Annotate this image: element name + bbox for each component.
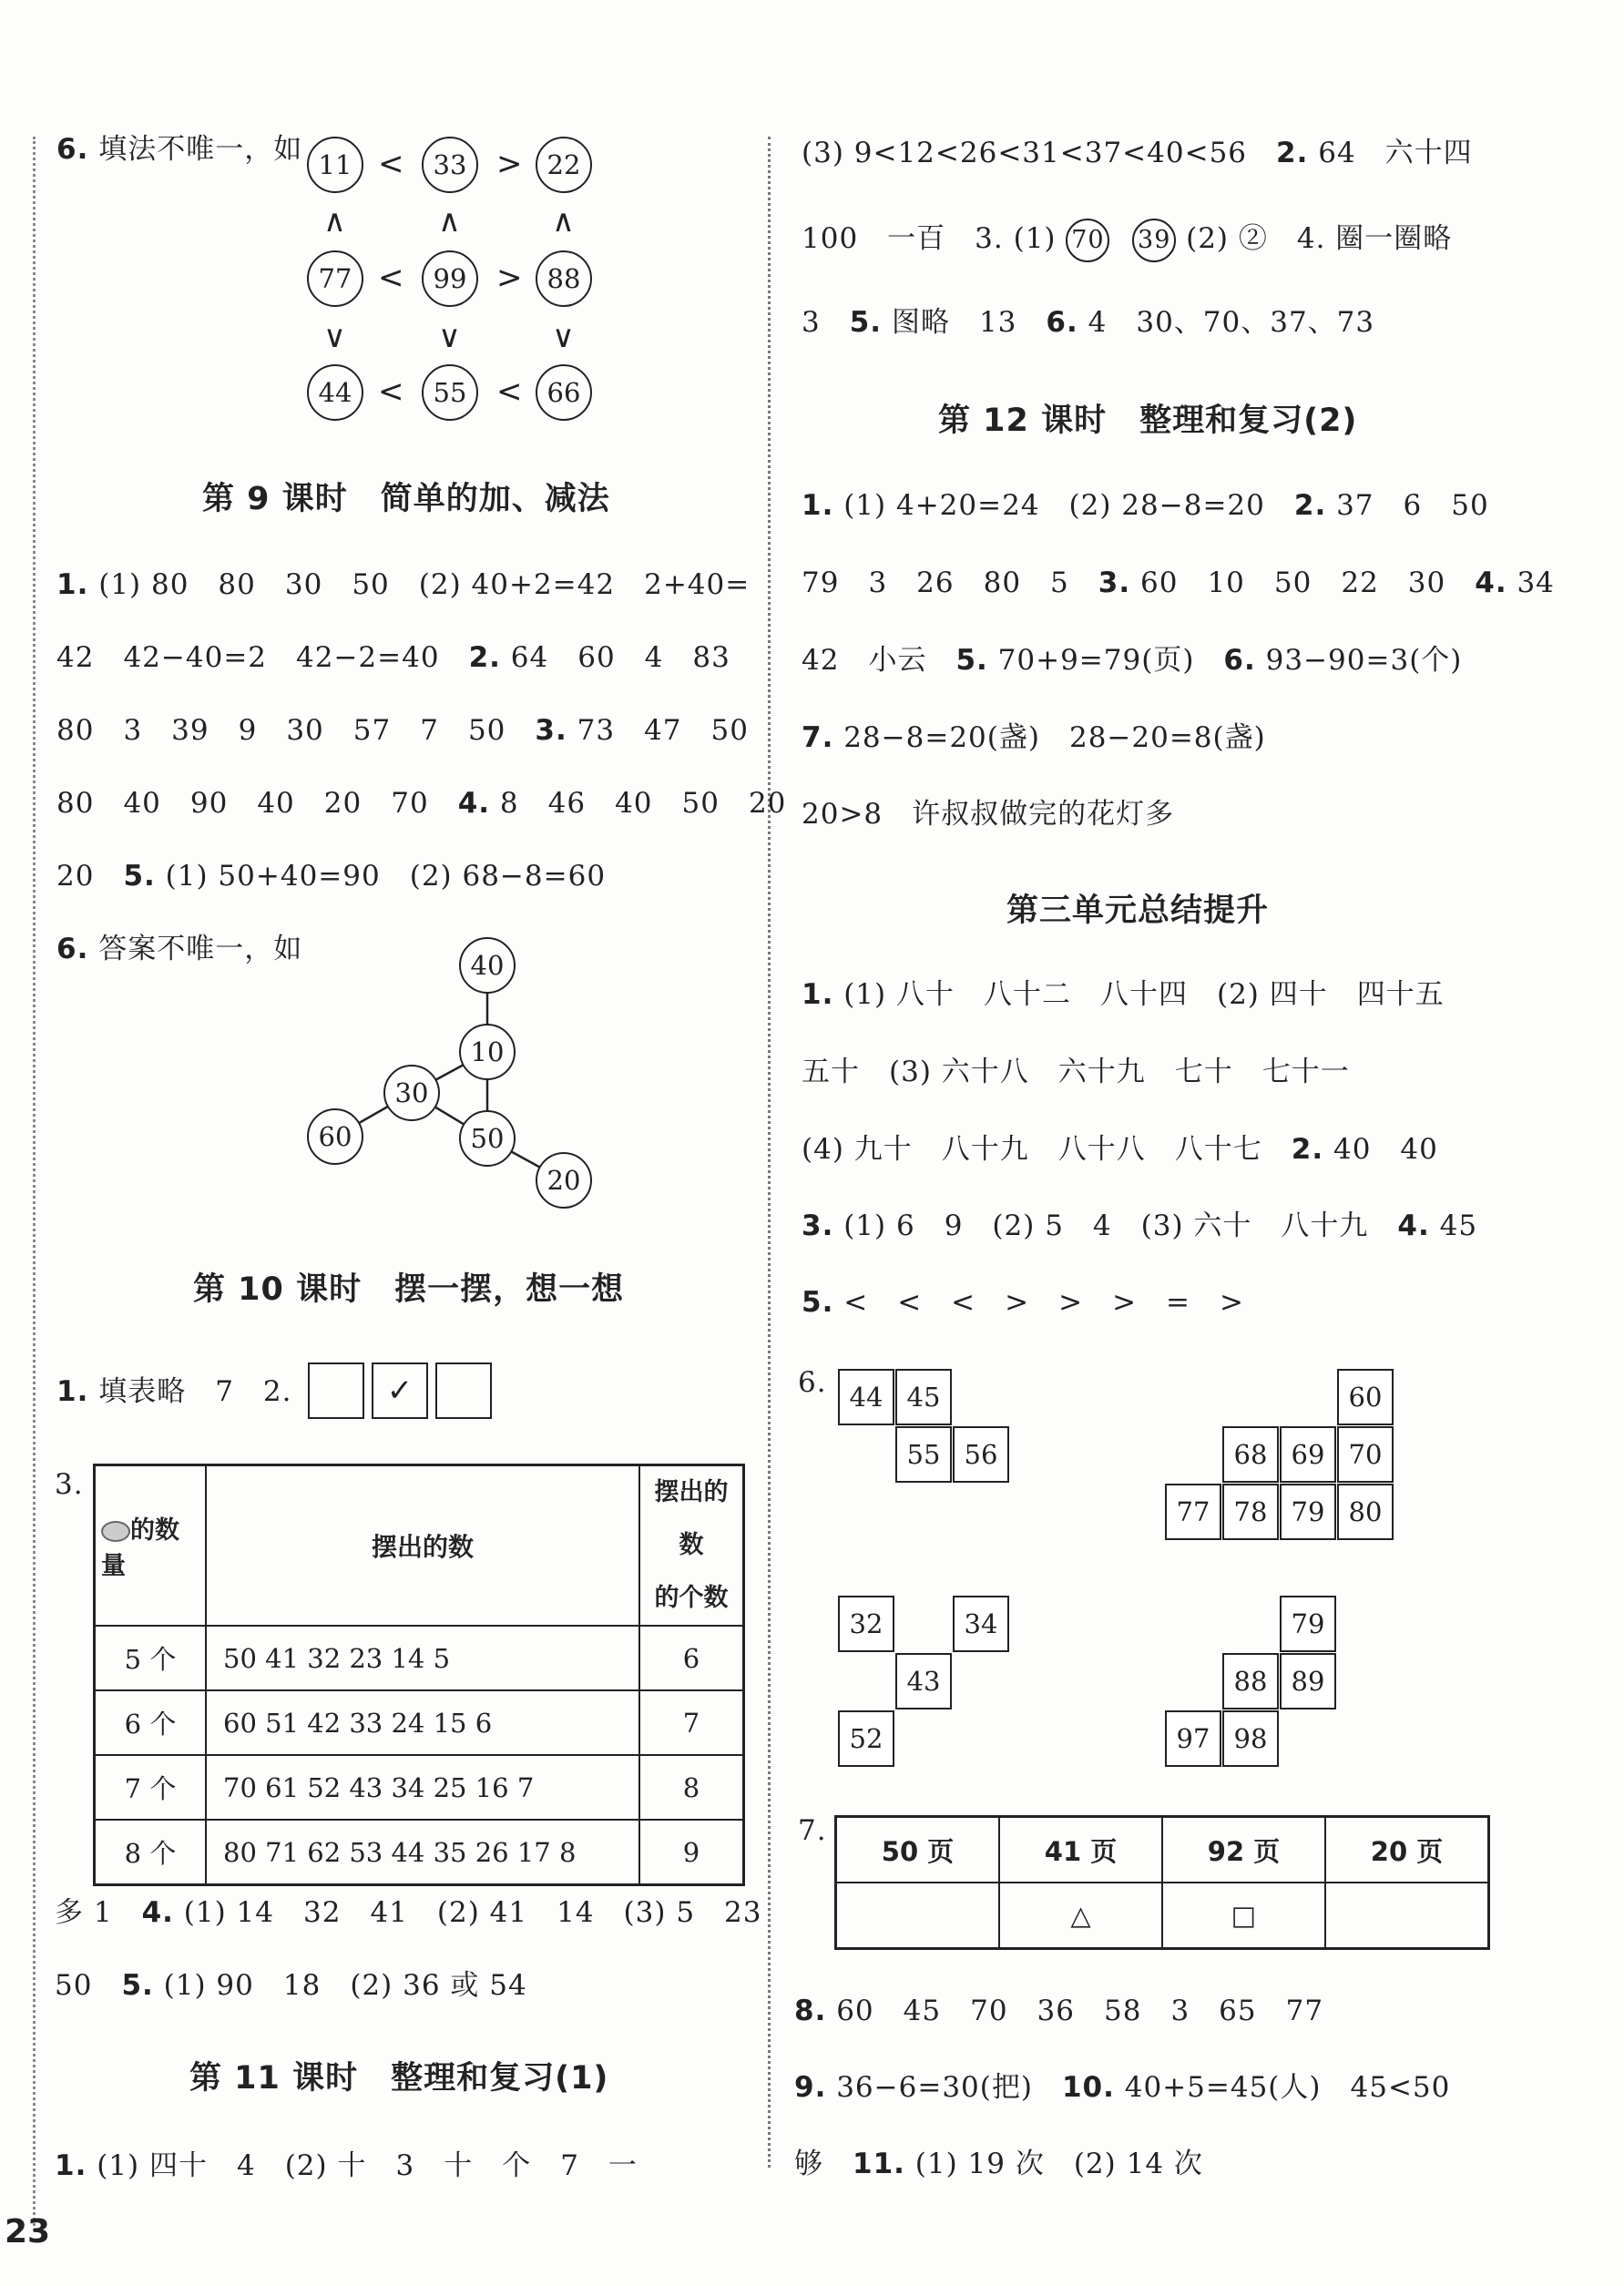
- grid-circle: 44: [307, 364, 363, 421]
- l11-line1: 1. (1) 四十 4 (2) 十 3 十 个 7 一: [55, 2149, 638, 2182]
- grid-operator: <: [378, 373, 404, 410]
- unit3-title: 第三单元总结提升: [1006, 893, 1270, 929]
- grid-operator: ∧: [438, 203, 461, 240]
- grid-operator: >: [496, 146, 523, 182]
- choice-box-checked: [372, 1362, 428, 1419]
- pages-table: [834, 1815, 1490, 1950]
- grid-cell: 89: [1280, 1653, 1336, 1709]
- page-number: 23: [4, 2212, 51, 2250]
- tree-node: 10: [459, 1024, 516, 1080]
- circled-answer: 70: [1066, 219, 1109, 262]
- grid-circle: 33: [422, 137, 478, 193]
- l10-line-after2: 50 5. (1) 90 18 (2) 36 或 54: [55, 1969, 527, 2002]
- grid-operator: ∨: [552, 319, 575, 355]
- grid-circle: 22: [536, 137, 592, 193]
- grid-operator: <: [378, 146, 404, 182]
- grid-cell: 45: [895, 1369, 952, 1425]
- l9-line2: 42 42−40=2 42−2=40 2. 64 60 4 83: [56, 641, 730, 674]
- grid-operator: <: [496, 373, 523, 410]
- circled-answer: 39: [1132, 219, 1176, 262]
- r-line1: (3) 9<12<26<31<37<40<56 2. 64 六十四: [802, 137, 1473, 169]
- grid-operator: ∨: [438, 319, 461, 355]
- grid-circle: 88: [536, 250, 592, 307]
- square-mark: □: [1162, 1883, 1325, 1949]
- triangle-mark: △: [999, 1883, 1162, 1949]
- table-header: 50 页: [836, 1817, 1000, 1883]
- table-header: 的数量: [95, 1465, 207, 1627]
- l12-line4: 7. 28−8=20(盏) 28−20=8(盏): [802, 721, 1266, 754]
- u3-q7: 7.: [798, 1814, 827, 1847]
- choice-box: [435, 1362, 492, 1419]
- l10-line-after1: 多 1 4. (1) 14 32 41 (2) 41 14 (3) 5 23: [55, 1896, 762, 1929]
- grid-operator: <: [378, 260, 404, 296]
- grid-cell: 56: [953, 1426, 1009, 1483]
- l12-line3: 42 小云 5. 70+9=79(页) 6. 93−90=3(个): [802, 644, 1463, 677]
- u3-line3: (4) 九十 八十九 八十八 八十七 2. 40 40: [802, 1133, 1438, 1166]
- choice-box: [308, 1362, 364, 1419]
- grid-cell: 44: [838, 1369, 894, 1425]
- grid-circle: 11: [307, 137, 363, 193]
- l10-line1: 1. 填表略 7 2.: [56, 1375, 292, 1408]
- grid-operator: >: [496, 260, 523, 296]
- table-header: 92 页: [1162, 1817, 1325, 1883]
- table-header: 20 页: [1325, 1817, 1489, 1883]
- grid-cell: 80: [1337, 1484, 1394, 1540]
- u3-line2: 五十 (3) 六十八 六十九 七十 七十一: [802, 1056, 1350, 1088]
- tree-node: 30: [383, 1065, 440, 1121]
- check-icon: ✓: [386, 1373, 414, 1409]
- table-cell: [1325, 1883, 1489, 1949]
- l12-line1: 1. (1) 4+20=24 (2) 28−8=20 2. 37 6 50: [802, 489, 1489, 522]
- grid-cell: 60: [1337, 1369, 1394, 1425]
- l10-q3: 3.: [55, 1468, 84, 1501]
- tree-node: 50: [459, 1110, 516, 1167]
- tree-node: 40: [459, 937, 516, 994]
- table-header: 41 页: [999, 1817, 1162, 1883]
- grid-cell: 97: [1165, 1710, 1221, 1767]
- table-header: 摆出的数: [206, 1465, 639, 1627]
- l9-line5: 20 5. (1) 50+40=90 (2) 68−8=60: [56, 860, 607, 893]
- grid-cell: 43: [895, 1653, 952, 1709]
- u3-line10: 够 11. (1) 19 次 (2) 14 次: [794, 2148, 1203, 2180]
- grid-cell: 98: [1222, 1710, 1279, 1767]
- left-margin-rule: [33, 137, 36, 2231]
- grid-cell: 79: [1280, 1596, 1336, 1652]
- grid-circle: 99: [422, 250, 478, 307]
- r-line2: 100 一百 3. (1) 70 39 (2) ② 4. 圈一圈略: [802, 219, 1452, 262]
- grid-cell: 34: [953, 1596, 1009, 1652]
- q6-label: [56, 131, 302, 168]
- l12-line2: 79 3 26 80 5 3. 60 10 50 22 30 4. 34: [802, 566, 1555, 599]
- l9-line1: 1. (1) 80 80 30 50 (2) 40+2=42 2+40=: [56, 568, 751, 601]
- grid-cell: 69: [1280, 1426, 1336, 1483]
- q6-text: 填法不唯一，如: [98, 133, 303, 166]
- grid-cell: 70: [1337, 1426, 1394, 1483]
- q6-number: 6.: [56, 133, 89, 166]
- lesson11-title: 第 11 课时 整理和复习(1): [189, 2060, 609, 2097]
- u3-q6: 6.: [798, 1366, 827, 1399]
- tree-node: 60: [307, 1108, 363, 1165]
- grid-operator: ∨: [323, 319, 346, 355]
- bead-icon: [101, 1521, 130, 1542]
- u3-line1: 1. (1) 八十 八十二 八十四 (2) 四十 四十五: [802, 978, 1445, 1011]
- u3-line5: 5. < < < > > > = >: [802, 1286, 1245, 1319]
- table-row: 7 个 70 61 52 43 34 25 16 7 8: [95, 1755, 744, 1820]
- u3-line8: 8. 60 45 70 36 58 3 65 77: [794, 1995, 1324, 2027]
- lesson10-title: 第 10 课时 摆一摆，想一想: [193, 1271, 625, 1308]
- l9-q6: 6. 答案不唯一，如: [56, 933, 303, 965]
- l9-line4: 80 40 90 40 20 70 4. 8 46 40 50 20: [56, 787, 787, 820]
- grid-cell: 88: [1222, 1653, 1279, 1709]
- u3-line9: 9. 36−6=30(把) 10. 40+5=45(人) 45<50: [794, 2071, 1451, 2104]
- grid-circle: 55: [422, 364, 478, 421]
- column-divider: [768, 137, 771, 2168]
- grid-operator: ∧: [552, 203, 575, 240]
- l12-line5: 20>8 许叔叔做完的花灯多: [802, 798, 1175, 831]
- grid-cell: 32: [838, 1596, 894, 1652]
- lesson12-title: 第 12 课时 整理和复习(2): [938, 403, 1358, 439]
- grid-circle: 66: [536, 364, 592, 421]
- lesson9-title: 第 9 课时 简单的加、减法: [202, 481, 610, 517]
- table-row: 6 个 60 51 42 33 24 15 6 7: [95, 1690, 744, 1755]
- u3-line4: 3. (1) 6 9 (2) 5 4 (3) 六十 八十九 4. 45: [802, 1209, 1478, 1242]
- table-cell: [836, 1883, 1000, 1949]
- grid-cell: 68: [1222, 1426, 1279, 1483]
- grid-cell: 55: [895, 1426, 952, 1483]
- grid-cell: 77: [1165, 1484, 1221, 1540]
- table-header: 摆出的数 的个数: [639, 1465, 744, 1627]
- grid-cell: 79: [1280, 1484, 1336, 1540]
- grid-operator: ∧: [323, 203, 346, 240]
- table-row: 8 个 80 71 62 53 44 35 26 17 8 9: [95, 1820, 744, 1885]
- grid-cell: 78: [1222, 1484, 1279, 1540]
- grid-circle: 77: [307, 250, 363, 307]
- grid-cell: 52: [838, 1710, 894, 1767]
- r-line3: 3 5. 图略 13 6. 4 30、70、37、73: [802, 306, 1375, 339]
- counting-table: [93, 1464, 745, 1886]
- tree-node: 20: [536, 1152, 592, 1209]
- l9-line3: 80 3 39 9 30 57 7 50 3. 73 47 50: [56, 714, 749, 747]
- table-row: 5 个 50 41 32 23 14 5 6: [95, 1626, 744, 1690]
